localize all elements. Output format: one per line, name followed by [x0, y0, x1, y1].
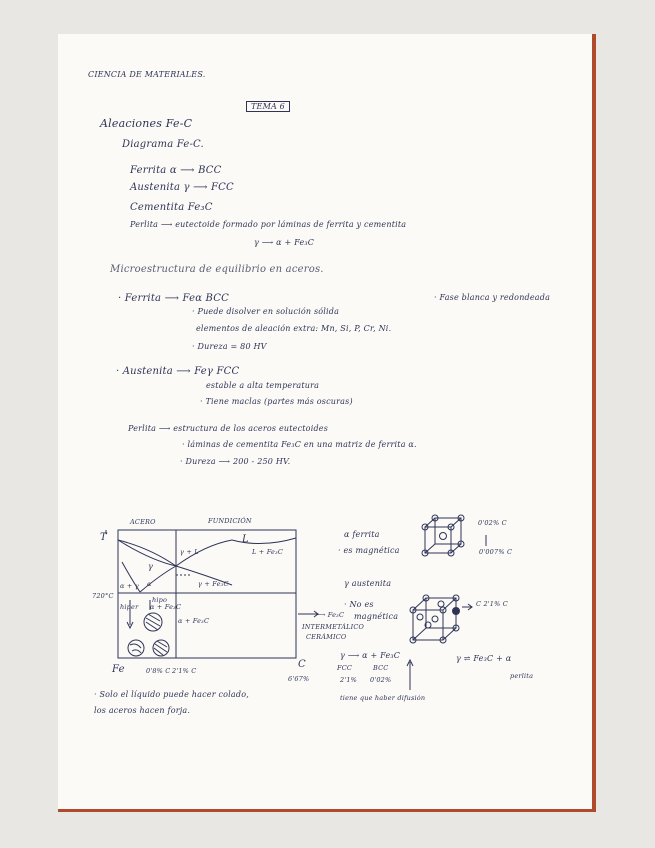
x-label-c: C — [298, 659, 306, 670]
perlita-line-2: · Dureza ⟶ 200 - 250 HV. — [180, 457, 291, 466]
ferrita-line-1: · Puede disolver en solución sólida — [192, 307, 340, 316]
x-label-fe: Fe — [112, 664, 125, 675]
ferrita-head: · Ferrita ⟶ Feα BCC — [118, 293, 229, 304]
perlita-reaction: γ ⟶ α + Fe₃C — [254, 238, 315, 247]
ferrita-line-2: elementos de aleación extra: Mn, Si, P, Cr, Ni. — [196, 324, 392, 333]
note-alpha-ferrita: α ferrita — [344, 530, 380, 539]
x-label-21: 2'1% C — [172, 667, 197, 675]
section-title-aleaciones: Aleaciones Fe-C — [100, 117, 193, 130]
note-p21: 2'1% — [340, 676, 358, 684]
note-fcc: FCC — [337, 664, 353, 672]
phase-alpha-gamma: α + γ — [120, 582, 139, 590]
eutectoid-temperature: 720°C — [92, 592, 114, 600]
subtitle-diagrama: Diagrama Fe-C. — [122, 139, 204, 150]
footer-line-1: · Solo el líquido puede hacer colado, — [94, 690, 249, 699]
note-c-21: C 2'1% C — [476, 600, 508, 608]
ferrita-line-3: · Dureza = 80 HV — [192, 342, 267, 351]
phase-gamma-liquid: γ + L — [180, 548, 199, 556]
def-ferrita: Ferrita α ⟶ BCC — [130, 165, 222, 176]
axis-t-label: T — [100, 532, 107, 543]
phase-alpha: α — [147, 580, 152, 588]
note-ceramico: CERÁMICO — [306, 633, 347, 641]
region-fundicion-label: FUNDICIÓN — [208, 517, 252, 525]
perlita-head: Perlita ⟶ estructura de los aceros eutectoides — [128, 424, 329, 433]
note-difusion: tiene que haber difusión — [340, 694, 426, 702]
x-label-08: 0'8% C — [146, 667, 171, 675]
note-perlita: perlita — [510, 672, 534, 680]
section-title-microestructura: Microestructura de equilibrio en aceros. — [110, 264, 324, 275]
note-c-002: 0'02% C — [478, 519, 507, 527]
course-title: CIENCIA DE MATERIALES. — [88, 70, 206, 79]
def-cementita: Cementita Fe₃C — [130, 202, 213, 213]
note-magnetica: · es magnética — [338, 546, 400, 555]
phase-alpha-fe3c-small: α + Fe₃C — [150, 603, 182, 611]
note-p002: 0'02% — [370, 676, 392, 684]
ferrita-note: · Fase blanca y redondeada — [434, 293, 551, 302]
note-gamma-austenita: γ austenita — [344, 579, 392, 588]
note-no-es: · No es — [344, 600, 374, 609]
austenita-head: · Austenita ⟶ Feγ FCC — [116, 366, 240, 377]
phase-liquid-fe3c: L + Fe₃C — [252, 548, 284, 556]
phase-liquid: L — [242, 534, 249, 545]
note-magnetica-2: magnética — [354, 612, 399, 621]
note-eutectoid-eq: γ ⟶ α + Fe₃C — [340, 651, 401, 660]
footer-line-2: los aceros hacen forja. — [94, 706, 191, 715]
topic-box: TEMA 6 — [246, 101, 290, 112]
austenita-line-1: estable a alta temperatura — [206, 381, 320, 390]
note-fe3c-arrow: ⟶ Fe₃C — [316, 611, 345, 619]
austenita-line-2: · Tiene maclas (partes más oscuras) — [200, 397, 353, 406]
def-perlita: Perlita ⟶ eutectoide formado por láminas de ferrita y cementita — [130, 220, 407, 229]
note-intermetalico: INTERMETÁLICO — [302, 623, 365, 631]
hiper-label: hiper — [120, 603, 139, 611]
phase-gamma: γ — [148, 562, 153, 571]
perlita-line-1: · láminas de cementita Fe₃C en una matriz de ferrita α. — [182, 440, 417, 449]
bcc-cell-drawing — [422, 515, 464, 556]
x-label-667: 6'67% — [288, 675, 310, 683]
hipo-label: hipo — [152, 596, 168, 604]
phase-gamma-fe3c: γ + Fe₃C — [198, 580, 229, 588]
note-eq-2: γ ⇌ Fe₃C + α — [456, 654, 512, 663]
note-bcc: BCC — [373, 664, 389, 672]
phase-alpha-fe3c: α + Fe₃C — [178, 617, 210, 625]
region-acero-label: ACERO — [130, 518, 156, 526]
note-c-0007: 0'007% C — [479, 548, 513, 556]
def-austenita: Austenita γ ⟶ FCC — [130, 182, 234, 193]
